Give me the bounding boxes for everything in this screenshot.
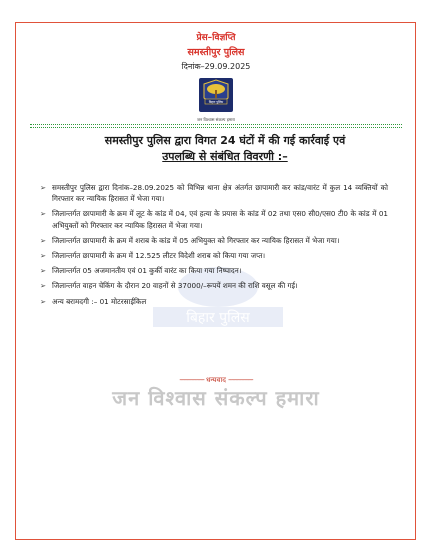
list-item: ➢ जिलान्तर्गत छापामारी के क्रम में 12.525 लीटर विदेशी शराब को किया गया जप्त। — [40, 251, 266, 261]
logo-motto: जन विश्वास संकल्प हमारा — [197, 117, 235, 122]
arrow-bullet-icon: ➢ — [40, 235, 47, 245]
arrow-bullet-icon: ➢ — [40, 296, 47, 306]
arrow-bullet-icon: ➢ — [40, 266, 47, 276]
list-item: ➢ समस्तीपुर पुलिस द्वारा दिनांक–28.09.2025 को विभिन्न थाना क्षेत्र अंतर्गत छापामारी कर कांड/वारंट में कुल 14 व्यक्तियों को गिरफ्तार कर न्यायिक हिरासत में भेजा गया। — [40, 183, 388, 204]
dash-left: ---------------- — [179, 376, 204, 384]
watermark-text: बिहार पुलिस — [186, 310, 250, 326]
arrow-bullet-icon: ➢ — [40, 281, 47, 291]
list-item: ➢ जिलान्तर्गत वाहन चेकिंग के दौरान 20 वाहनों से 37000/–रूपयें शमन की राशि वसूल की गई। — [40, 281, 298, 291]
separator-top — [30, 124, 402, 125]
release-date: दिनांक–29.09.2025 — [181, 62, 251, 71]
activity-list — [40, 182, 388, 311]
title-line-1: समस्तीपुर पुलिस द्वारा विगत 24 घंटों में की गई कार्रवाई एवं — [104, 134, 346, 147]
list-item: ➢ अन्य बरामदगी :– 01 मोटरसाईकिल — [40, 296, 147, 306]
list-item: ➢ जिलान्तर्गत छापामारी के क्रम में शराब के कांड में 05 अभियुक्त को गिरफ्तार कर न्यायिक हिरासत में भेजा गया। — [40, 235, 340, 245]
footer-slogan: जन विश्वास संकल्प हमारा — [112, 386, 320, 410]
bihar-police-logo — [196, 76, 236, 116]
list-item: ➢ जिलान्तर्गत 05 अजमानतीय एवं 01 कुर्की वारंट का किया गया निष्पादन। — [40, 266, 242, 276]
arrow-bullet-icon: ➢ — [40, 183, 47, 192]
list-item: ➢ जिलान्तर्गत छापामारी के क्रम में लूट के कांड में 04, एवं हत्या के प्रयास के कांड में 02 तथा एस0 सी0/एस0 टी0 के कांड में 01 अभियुक्तों को गिरफ्तार कर न्यायिक हिरासत में भेजा गया। — [40, 209, 388, 230]
dash-right: ---------------- — [228, 376, 253, 384]
title-line-2: उपलब्धि से संबंधित विवरणी :– — [162, 150, 288, 163]
report-title — [70, 133, 380, 165]
thanks-text: धन्यवाद — [206, 376, 226, 384]
logo-text: बिहार पुलिस — [208, 100, 224, 104]
press-release-heading: प्रेस–विज्ञप्ति — [196, 33, 236, 43]
org-name: समस्तीपुर पुलिस — [187, 47, 245, 58]
arrow-bullet-icon: ➢ — [40, 209, 47, 219]
arrow-bullet-icon: ➢ — [40, 251, 47, 261]
separator-bottom — [30, 127, 402, 128]
